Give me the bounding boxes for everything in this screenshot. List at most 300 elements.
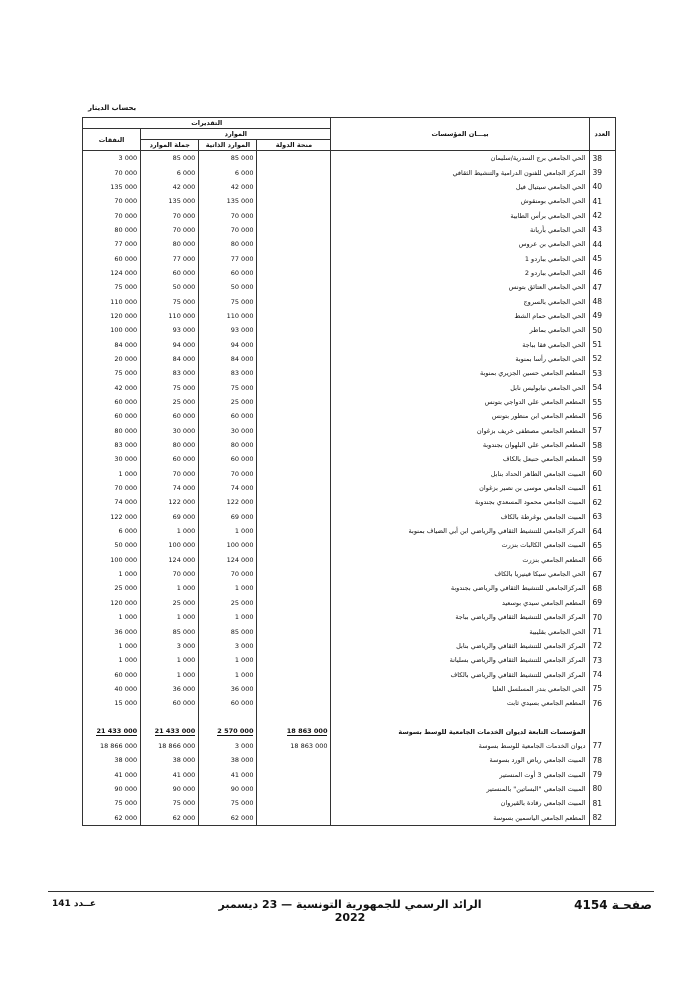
table-row	[83, 452, 616, 466]
institution-name-cell: الحي الجامعي بباردو 2	[331, 266, 589, 280]
table-row	[83, 381, 616, 395]
expenses-cell: 70 000	[83, 208, 141, 222]
own-resources-cell: 25 000	[199, 395, 257, 409]
own-resources-cell: 80 000	[199, 237, 257, 251]
own-resources-cell: 84 000	[199, 352, 257, 366]
table-row	[83, 481, 616, 495]
institution-name-cell: المبيت الجامعي الكالبات بنزرت	[331, 538, 589, 552]
row-number-cell: 41	[589, 194, 615, 208]
row-number-cell: 68	[589, 581, 615, 595]
own-resources-cell: 25 000	[199, 596, 257, 610]
own-resources-cell: 77 000	[199, 251, 257, 265]
institution-name-cell: المطعم الجامعي بنزرت	[331, 553, 589, 567]
institution-name-cell: المطعم الجامعي بسيدي ثابت	[331, 696, 589, 710]
institution-name-cell: الحي الجامعي العتائق بتونس	[331, 280, 589, 294]
expenses-cell	[83, 724, 141, 738]
institution-name-cell: الحي الجامعي بالسروج	[331, 294, 589, 308]
institution-name-cell: المؤسسات التابعة لديوان الخدمات الجامعية للوسط بسوسة	[331, 724, 589, 738]
row-number-cell: 52	[589, 352, 615, 366]
total-resources-cell: 75 000	[141, 796, 199, 810]
institution-name-cell: المركز الجامعي للتنشيط الثقافي والرياضي ابن أبي الضياف بمنوبة	[331, 524, 589, 538]
table-row	[83, 538, 616, 552]
row-number-cell: 71	[589, 624, 615, 638]
state-grant-cell	[257, 337, 331, 351]
footer-page-number: صفحـة 4154	[574, 898, 652, 912]
table-row	[83, 596, 616, 610]
table-row	[83, 467, 616, 481]
state-grant-cell	[257, 810, 331, 825]
own-resources-cell: 135 000	[199, 194, 257, 208]
state-grant-cell	[257, 639, 331, 653]
total-resources-cell: 70 000	[141, 208, 199, 222]
table-row	[83, 266, 616, 280]
table-row	[83, 366, 616, 380]
state-grant-cell	[257, 682, 331, 696]
header-resources: الموارد	[141, 129, 331, 140]
row-number-cell: 66	[589, 553, 615, 567]
table-row	[83, 553, 616, 567]
total-resources-cell: 90 000	[141, 782, 199, 796]
state-grant-cell	[257, 223, 331, 237]
expenses-cell: 83 000	[83, 438, 141, 452]
total-resources-cell: 77 000	[141, 251, 199, 265]
total-resources-cell: 60 000	[141, 266, 199, 280]
expenses-cell: 60 000	[83, 667, 141, 681]
state-grant-cell	[257, 567, 331, 581]
expenses-cell: 38 000	[83, 753, 141, 767]
total-resources-cell	[141, 724, 199, 738]
expenses-cell: 20 000	[83, 352, 141, 366]
expenses-cell: 75 000	[83, 366, 141, 380]
expenses-cell: 75 000	[83, 280, 141, 294]
state-grant-cell	[257, 495, 331, 509]
expenses-cell: 122 000	[83, 510, 141, 524]
total-resources-cell	[141, 710, 199, 724]
total-resources-cell: 84 000	[141, 352, 199, 366]
institution-name-cell: الحي الجامعي بأريانة	[331, 223, 589, 237]
institution-name-cell: المبيت الجامعي رياض الورد بسوسة	[331, 753, 589, 767]
state-grant-cell	[257, 710, 331, 724]
row-number-cell: 73	[589, 653, 615, 667]
spacer-row	[83, 710, 616, 724]
own-resources-cell: 85 000	[199, 151, 257, 166]
row-number-cell: 70	[589, 610, 615, 624]
institution-name-cell	[331, 710, 589, 724]
institution-name-cell: الحي الجامعي برأس الطابية	[331, 208, 589, 222]
row-number-cell: 62	[589, 495, 615, 509]
table-row	[83, 180, 616, 194]
institution-name-cell: المركز الجامعي للفنون الدرامية والتنشيط الثقافي	[331, 165, 589, 179]
state-grant-cell	[257, 782, 331, 796]
state-grant-cell	[257, 266, 331, 280]
expenses-cell: 50 000	[83, 538, 141, 552]
subtotal-row	[83, 724, 616, 738]
expenses-cell: 70 000	[83, 165, 141, 179]
state-grant-cell	[257, 796, 331, 810]
total-resources-cell: 85 000	[141, 151, 199, 166]
table-row	[83, 323, 616, 337]
table-row	[83, 237, 616, 251]
row-number-cell: 46	[589, 266, 615, 280]
total-resources-cell: 70 000	[141, 467, 199, 481]
state-grant-cell	[257, 696, 331, 710]
own-resources-cell: 70 000	[199, 208, 257, 222]
expenses-cell: 100 000	[83, 553, 141, 567]
total-resources-cell: 38 000	[141, 753, 199, 767]
state-grant-cell	[257, 610, 331, 624]
state-grant-cell	[257, 323, 331, 337]
state-grant-cell	[257, 251, 331, 265]
state-grant-cell	[257, 667, 331, 681]
institution-name-cell: الحي الجامعي سيتيال فيل	[331, 180, 589, 194]
institution-name-cell: المطعم الجامعي الياسمين بسوسة	[331, 810, 589, 825]
table-row	[83, 682, 616, 696]
own-resources-cell: 1 000	[199, 524, 257, 538]
header-estimates: التقديرات	[83, 118, 331, 129]
institution-name-cell: ديوان الخدمات الجامعية للوسط بسوسة	[331, 739, 589, 753]
table-row	[83, 337, 616, 351]
own-resources-cell: 75 000	[199, 796, 257, 810]
table-row	[83, 567, 616, 581]
state-grant-cell	[257, 653, 331, 667]
expenses-cell: 120 000	[83, 596, 141, 610]
expenses-cell: 100 000	[83, 323, 141, 337]
expenses-cell: 74 000	[83, 495, 141, 509]
total-resources-cell: 1 000	[141, 610, 199, 624]
own-resources-cell-value: 2 570 000	[217, 727, 254, 736]
expenses-cell: 60 000	[83, 395, 141, 409]
row-number-cell: 74	[589, 667, 615, 681]
table-row	[83, 524, 616, 538]
institution-name-cell: الحي الجامعي برج السدرية/سليمان	[331, 151, 589, 166]
expenses-cell: 90 000	[83, 782, 141, 796]
total-resources-cell-value: 21 433 000	[154, 727, 196, 736]
state-grant-cell	[257, 438, 331, 452]
table-row	[83, 352, 616, 366]
state-grant-cell	[257, 481, 331, 495]
row-number-cell: 48	[589, 294, 615, 308]
row-number-cell: 79	[589, 767, 615, 781]
state-grant-cell	[257, 180, 331, 194]
row-number-cell: 64	[589, 524, 615, 538]
row-number-cell: 76	[589, 696, 615, 710]
state-grant-cell	[257, 294, 331, 308]
total-resources-cell: 3 000	[141, 639, 199, 653]
row-number-cell: 57	[589, 424, 615, 438]
own-resources-cell: 1 000	[199, 610, 257, 624]
own-resources-cell: 70 000	[199, 467, 257, 481]
expenses-cell: 1 000	[83, 639, 141, 653]
institution-name-cell: المركز الجامعي للتنشيط الثقافي والرياضي بنابل	[331, 639, 589, 653]
total-resources-cell: 50 000	[141, 280, 199, 294]
total-resources-cell: 80 000	[141, 237, 199, 251]
total-resources-cell: 75 000	[141, 294, 199, 308]
expenses-cell: 60 000	[83, 409, 141, 423]
header-number: العدد	[589, 118, 615, 151]
state-grant-cell	[257, 424, 331, 438]
institution-name-cell: الحي الجامعي بومنقوش	[331, 194, 589, 208]
total-resources-cell: 94 000	[141, 337, 199, 351]
own-resources-cell: 6 000	[199, 165, 257, 179]
table-row	[83, 165, 616, 179]
own-resources-cell: 70 000	[199, 223, 257, 237]
total-resources-cell: 69 000	[141, 510, 199, 524]
total-resources-cell: 80 000	[141, 438, 199, 452]
institution-name-cell: المطعم الجامعي علي الدواجي بتونس	[331, 395, 589, 409]
table-row	[83, 782, 616, 796]
table-row	[83, 424, 616, 438]
total-resources-cell: 75 000	[141, 381, 199, 395]
institution-name-cell: المبيت الجامعي موسى بن نصير بزغوان	[331, 481, 589, 495]
table-row	[83, 753, 616, 767]
own-resources-cell: 3 000	[199, 739, 257, 753]
row-number-cell: 59	[589, 452, 615, 466]
header-expenses: النفقات	[83, 129, 141, 151]
state-grant-cell	[257, 409, 331, 423]
table-row	[83, 653, 616, 667]
total-resources-cell: 70 000	[141, 223, 199, 237]
table-row	[83, 251, 616, 265]
table-row	[83, 667, 616, 681]
row-number-cell: 55	[589, 395, 615, 409]
header-own-resources: الموارد الذاتية	[199, 140, 257, 151]
own-resources-cell	[199, 724, 257, 738]
row-number-cell: 61	[589, 481, 615, 495]
row-number-cell: 38	[589, 151, 615, 166]
row-number-cell: 72	[589, 639, 615, 653]
own-resources-cell: 3 000	[199, 639, 257, 653]
table-row	[83, 151, 616, 166]
own-resources-cell: 38 000	[199, 753, 257, 767]
state-grant-cell	[257, 767, 331, 781]
row-number-cell: 51	[589, 337, 615, 351]
total-resources-cell: 30 000	[141, 424, 199, 438]
total-resources-cell: 36 000	[141, 682, 199, 696]
expenses-cell: 15 000	[83, 696, 141, 710]
table-row	[83, 796, 616, 810]
expenses-cell: 84 000	[83, 337, 141, 351]
row-number-cell: 44	[589, 237, 615, 251]
table-row	[83, 438, 616, 452]
institution-name-cell: الحي الجامعي بن عروس	[331, 237, 589, 251]
table-row	[83, 610, 616, 624]
total-resources-cell: 6 000	[141, 165, 199, 179]
unit-label: بحساب الدينار	[88, 104, 137, 112]
total-resources-cell: 18 866 000	[141, 739, 199, 753]
expenses-cell: 25 000	[83, 581, 141, 595]
own-resources-cell: 100 000	[199, 538, 257, 552]
expenses-cell: 110 000	[83, 294, 141, 308]
row-number-cell: 43	[589, 223, 615, 237]
institution-name-cell: المطعم الجامعي سيدي بوسعيد	[331, 596, 589, 610]
own-resources-cell: 122 000	[199, 495, 257, 509]
state-grant-cell	[257, 165, 331, 179]
institution-name-cell: المطعم الجامعي حنبعل بالكاف	[331, 452, 589, 466]
row-number-cell: 40	[589, 180, 615, 194]
institution-name-cell: المطعم الجامعي مصطفى خريف بزغوان	[331, 424, 589, 438]
row-number-cell: 67	[589, 567, 615, 581]
expenses-cell: 1 000	[83, 610, 141, 624]
expenses-cell: 1 000	[83, 653, 141, 667]
total-resources-cell: 1 000	[141, 667, 199, 681]
institution-name-cell: المبيت الجامعي الطاهر الحداد بنابل	[331, 467, 589, 481]
row-number-cell: 78	[589, 753, 615, 767]
own-resources-cell: 60 000	[199, 696, 257, 710]
state-grant-cell: 18 863 000	[257, 739, 331, 753]
table-row	[83, 409, 616, 423]
state-grant-cell	[257, 237, 331, 251]
state-grant-cell	[257, 280, 331, 294]
institution-name-cell: المبيت الجامعي رقادة بالقيروان	[331, 796, 589, 810]
own-resources-cell: 94 000	[199, 337, 257, 351]
total-resources-cell: 62 000	[141, 810, 199, 825]
state-grant-cell	[257, 524, 331, 538]
table-row	[83, 581, 616, 595]
table-row	[83, 510, 616, 524]
table-row	[83, 639, 616, 653]
own-resources-cell: 75 000	[199, 381, 257, 395]
total-resources-cell: 1 000	[141, 581, 199, 595]
table-row	[83, 294, 616, 308]
own-resources-cell: 1 000	[199, 653, 257, 667]
total-resources-cell: 42 000	[141, 180, 199, 194]
expenses-cell: 18 866 000	[83, 739, 141, 753]
institution-name-cell: المبيت الجامعي "البساتين" بالمنستير	[331, 782, 589, 796]
footer-gazette-title: الرائد الرسمي للجمهورية التونسية — 23 ديسمبر 2022	[218, 898, 482, 924]
expenses-cell: 70 000	[83, 481, 141, 495]
header-state-grant: منحة الدولة	[257, 140, 331, 151]
institution-name-cell: المطعم الجامعي حسين الجزيري بمنوبة	[331, 366, 589, 380]
table-row	[83, 495, 616, 509]
total-resources-cell: 60 000	[141, 696, 199, 710]
own-resources-cell: 1 000	[199, 581, 257, 595]
state-grant-cell	[257, 381, 331, 395]
expenses-cell	[83, 710, 141, 724]
table-row	[83, 624, 616, 638]
total-resources-cell: 1 000	[141, 524, 199, 538]
expenses-cell: 3 000	[83, 151, 141, 166]
state-grant-cell	[257, 452, 331, 466]
own-resources-cell: 85 000	[199, 624, 257, 638]
state-grant-cell	[257, 538, 331, 552]
institution-name-cell: المركز الجامعي للتنشيط الثقافي والرياضي بسليانة	[331, 653, 589, 667]
expenses-cell: 36 000	[83, 624, 141, 638]
own-resources-cell: 75 000	[199, 294, 257, 308]
own-resources-cell: 83 000	[199, 366, 257, 380]
state-grant-cell	[257, 467, 331, 481]
expenses-cell: 41 000	[83, 767, 141, 781]
expenses-cell: 6 000	[83, 524, 141, 538]
row-number-cell: 53	[589, 366, 615, 380]
own-resources-cell: 74 000	[199, 481, 257, 495]
total-resources-cell: 85 000	[141, 624, 199, 638]
institution-name-cell: الحي الجامعي بماطر	[331, 323, 589, 337]
total-resources-cell: 74 000	[141, 481, 199, 495]
total-resources-cell: 60 000	[141, 452, 199, 466]
row-number-cell: 39	[589, 165, 615, 179]
row-number-cell: 42	[589, 208, 615, 222]
state-grant-cell	[257, 510, 331, 524]
state-grant-cell	[257, 753, 331, 767]
own-resources-cell	[199, 710, 257, 724]
own-resources-cell: 36 000	[199, 682, 257, 696]
expenses-cell: 124 000	[83, 266, 141, 280]
state-grant-cell	[257, 724, 331, 738]
total-resources-cell: 83 000	[141, 366, 199, 380]
state-grant-cell	[257, 553, 331, 567]
own-resources-cell: 42 000	[199, 180, 257, 194]
institution-name-cell: الحي الجامعي نيابوليس نابل	[331, 381, 589, 395]
own-resources-cell: 80 000	[199, 438, 257, 452]
table-row	[83, 696, 616, 710]
row-number-cell: 81	[589, 796, 615, 810]
expenses-cell: 80 000	[83, 223, 141, 237]
institution-name-cell: الحي الجامعي بباردو 1	[331, 251, 589, 265]
expenses-cell: 77 000	[83, 237, 141, 251]
row-number-cell: 69	[589, 596, 615, 610]
own-resources-cell: 62 000	[199, 810, 257, 825]
row-number-cell: 45	[589, 251, 615, 265]
row-number-cell: 56	[589, 409, 615, 423]
institution-name-cell: المبيت الجامعي بوغرطة بالكاف	[331, 510, 589, 524]
institution-name-cell: المركز الجامعي للتنشيط الثقافي والرياضي بباجة	[331, 610, 589, 624]
state-grant-cell	[257, 208, 331, 222]
state-grant-cell	[257, 596, 331, 610]
institution-name-cell: المركز الجامعي للتنشيط الثقافي والرياضي بالكاف	[331, 667, 589, 681]
state-grant-cell	[257, 624, 331, 638]
expenses-cell: 135 000	[83, 180, 141, 194]
row-number-cell: 82	[589, 810, 615, 825]
own-resources-cell: 70 000	[199, 567, 257, 581]
footer-issue-number: عــدد 141	[52, 899, 97, 909]
row-number-cell: 47	[589, 280, 615, 294]
state-grant-cell	[257, 366, 331, 380]
institution-name-cell: الحي الجامعي رأسا بمنوبة	[331, 352, 589, 366]
state-grant-cell	[257, 194, 331, 208]
row-number-cell	[589, 710, 615, 724]
expenses-cell: 70 000	[83, 194, 141, 208]
table-row	[83, 739, 616, 753]
institution-name-cell: المطعم الجامعي علي البلهوان بجندوبة	[331, 438, 589, 452]
total-resources-cell: 25 000	[141, 596, 199, 610]
expenses-cell: 1 000	[83, 467, 141, 481]
row-number-cell: 49	[589, 309, 615, 323]
row-number-cell: 50	[589, 323, 615, 337]
row-number-cell: 58	[589, 438, 615, 452]
institution-name-cell: الحي الجامعي بندر المسلسل العليا	[331, 682, 589, 696]
state-grant-cell	[257, 151, 331, 166]
institution-name-cell: الحي الجامعي فقا بباجة	[331, 337, 589, 351]
total-resources-cell: 93 000	[141, 323, 199, 337]
table-row	[83, 208, 616, 222]
own-resources-cell: 1 000	[199, 667, 257, 681]
own-resources-cell: 60 000	[199, 409, 257, 423]
expenses-cell: 60 000	[83, 251, 141, 265]
total-resources-cell: 110 000	[141, 309, 199, 323]
budget-table	[82, 117, 616, 826]
own-resources-cell: 60 000	[199, 266, 257, 280]
own-resources-cell: 60 000	[199, 452, 257, 466]
footer-rule	[48, 891, 654, 892]
total-resources-cell: 70 000	[141, 567, 199, 581]
own-resources-cell: 41 000	[199, 767, 257, 781]
row-number-cell: 63	[589, 510, 615, 524]
expenses-cell: 1 000	[83, 567, 141, 581]
total-resources-cell: 122 000	[141, 495, 199, 509]
row-number-cell: 60	[589, 467, 615, 481]
state-grant-cell-value: 18 863 000	[286, 727, 328, 736]
total-resources-cell: 124 000	[141, 553, 199, 567]
